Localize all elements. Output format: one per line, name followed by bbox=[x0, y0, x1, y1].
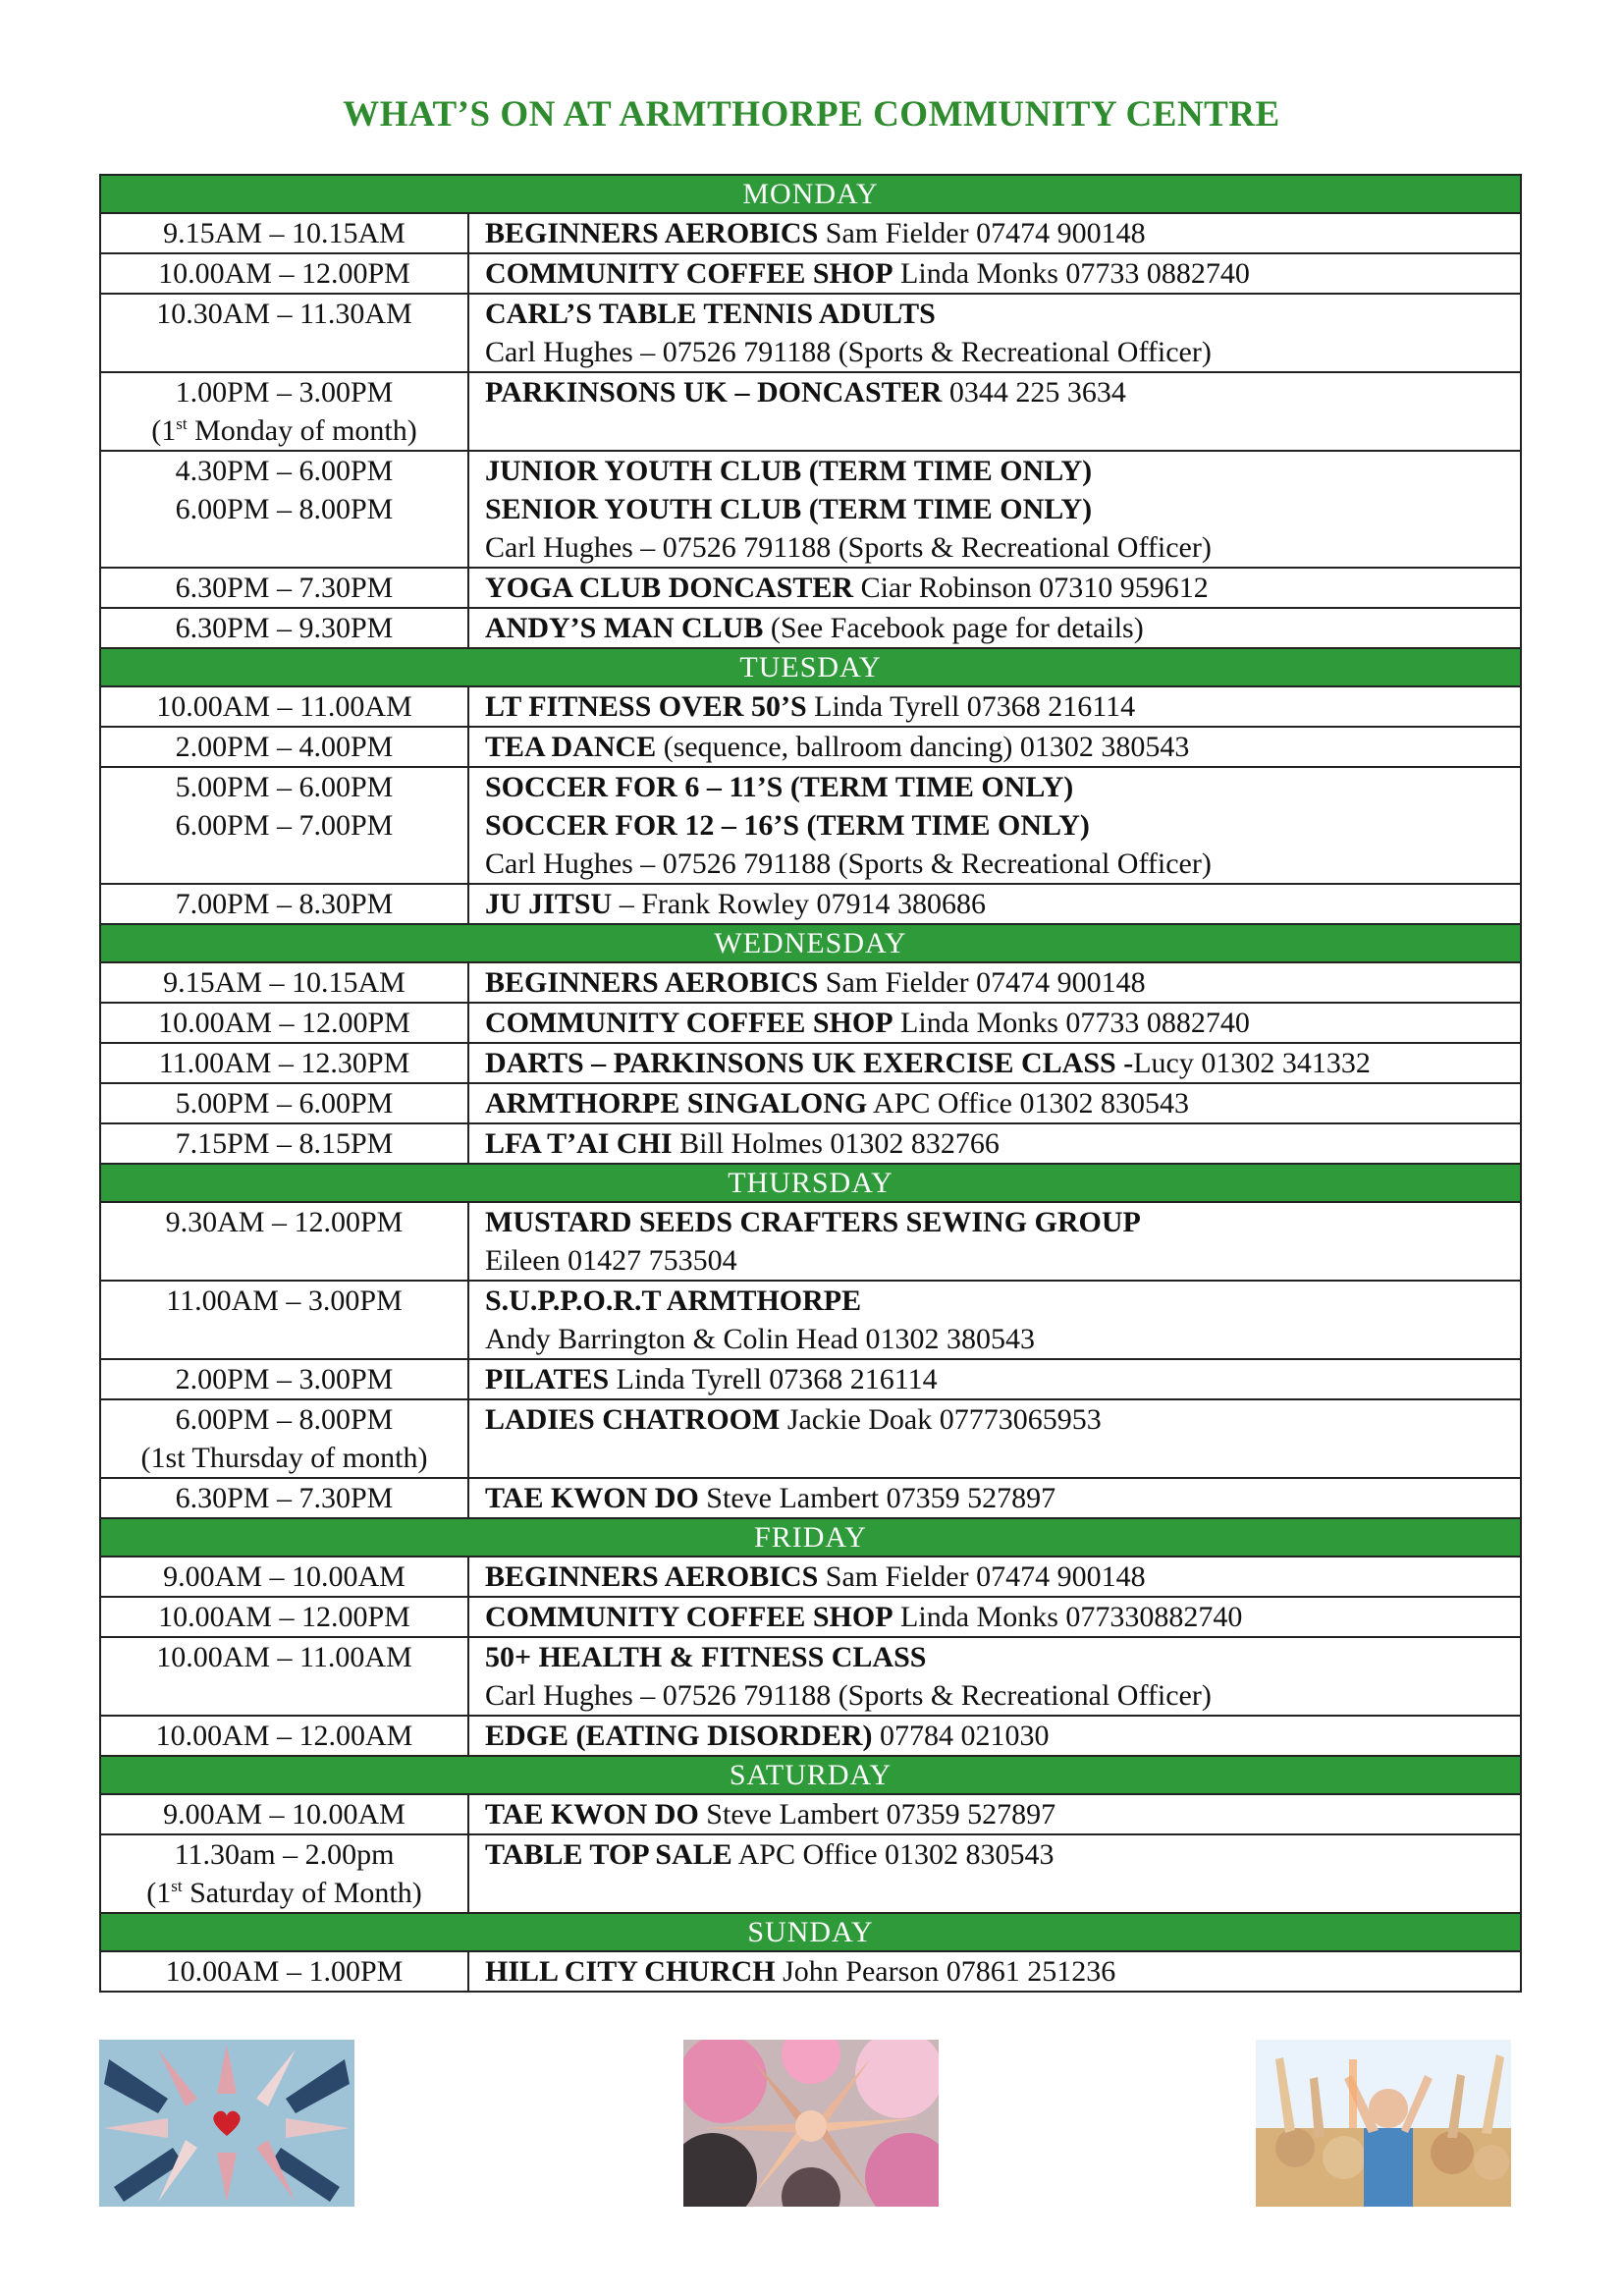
table-row bbox=[100, 1951, 1521, 1992]
activity-cell bbox=[468, 1951, 1521, 1992]
activity-cell bbox=[468, 451, 1521, 568]
table-row bbox=[100, 1123, 1521, 1164]
activity-name: TAE KWON DO bbox=[485, 1482, 699, 1514]
activity-cell bbox=[468, 1399, 1521, 1478]
time-cell: 9.00AM – 10.00AM bbox=[100, 1794, 468, 1834]
activity-contact: Carl Hughes – 07526 791188 (Sports & Recreational Officer) bbox=[485, 847, 1212, 880]
day-header-thursday: THURSDAY bbox=[100, 1164, 1521, 1202]
activity-contact: – Frank Rowley 07914 380686 bbox=[612, 888, 987, 920]
time-cell: 11.30am – 2.00pm (1st Saturday of Month) bbox=[100, 1834, 468, 1913]
activity-name: 50+ HEALTH & FITNESS CLASS bbox=[485, 1641, 927, 1673]
activity-cell bbox=[468, 767, 1521, 884]
activity-cell bbox=[468, 608, 1521, 648]
activity-cell bbox=[468, 1043, 1521, 1083]
activity-contact: Bill Holmes 01302 832766 bbox=[672, 1127, 1000, 1160]
table-row bbox=[100, 372, 1521, 451]
activity-cell bbox=[468, 294, 1521, 372]
activity-cell bbox=[468, 1003, 1521, 1043]
activity-cell bbox=[468, 253, 1521, 294]
time-cell: 10.30AM – 11.30AM bbox=[100, 294, 468, 372]
activity-cell bbox=[468, 213, 1521, 253]
activity-contact: Sam Fielder 07474 900148 bbox=[818, 217, 1146, 249]
table-row bbox=[100, 253, 1521, 294]
table-row bbox=[100, 1637, 1521, 1716]
activity-contact: Eileen 01427 753504 bbox=[485, 1244, 737, 1277]
activity-name: BEGINNERS AEROBICS bbox=[485, 966, 819, 999]
activity-name: S.U.P.P.O.R.T ARMTHORPE bbox=[485, 1285, 862, 1317]
activity-contact: Jackie Doak 07773065953 bbox=[780, 1403, 1102, 1436]
activity-name: CARL’S TABLE TENNIS ADULTS bbox=[485, 298, 936, 330]
table-row bbox=[100, 962, 1521, 1003]
table-row bbox=[100, 608, 1521, 648]
table-row bbox=[100, 884, 1521, 924]
activity-contact: 07784 021030 bbox=[872, 1720, 1050, 1752]
table-row bbox=[100, 1083, 1521, 1123]
time-cell: 4.30PM – 6.00PM 6.00PM – 8.00PM bbox=[100, 451, 468, 568]
time-cell: 7.15PM – 8.15PM bbox=[100, 1123, 468, 1164]
table-row bbox=[100, 1043, 1521, 1083]
activity-name: PARKINSONS UK – DONCASTER bbox=[485, 376, 943, 409]
activity-cell bbox=[468, 1637, 1521, 1716]
activity-contact: John Pearson 07861 251236 bbox=[775, 1955, 1116, 1988]
activity-contact: Carl Hughes – 07526 791188 (Sports & Recreational Officer) bbox=[485, 1679, 1212, 1712]
activity-name: COMMUNITY COFFEE SHOP bbox=[485, 257, 893, 290]
activity-contact: Sam Fielder 07474 900148 bbox=[818, 1560, 1146, 1593]
time-note: (1st Monday of month) bbox=[151, 414, 417, 447]
activity-name: SENIOR YOUTH CLUB (TERM TIME ONLY) bbox=[485, 493, 1093, 525]
time-cell: 5.00PM – 6.00PM bbox=[100, 1083, 468, 1123]
activity-name: TABLE TOP SALE bbox=[485, 1838, 732, 1871]
activity-contact: Andy Barrington & Colin Head 01302 380543 bbox=[485, 1323, 1035, 1355]
activity-cell bbox=[468, 1359, 1521, 1399]
activity-contact: Lucy 01302 341332 bbox=[1133, 1047, 1371, 1079]
activity-name: PILATES bbox=[485, 1363, 610, 1395]
table-row bbox=[100, 1478, 1521, 1518]
activity-name: MUSTARD SEEDS CRAFTERS SEWING GROUP bbox=[485, 1206, 1141, 1238]
time-cell: 1.00PM – 3.00PM (1st Monday of month) bbox=[100, 372, 468, 451]
activity-contact: (sequence, ballroom dancing) 01302 380543 bbox=[656, 731, 1190, 763]
activity-name: BEGINNERS AEROBICS bbox=[485, 217, 819, 249]
activity-cell bbox=[468, 962, 1521, 1003]
activity-contact: Linda Tyrell 07368 216114 bbox=[609, 1363, 938, 1395]
time-cell: 10.00AM – 1.00PM bbox=[100, 1951, 468, 1992]
time-cell: 6.30PM – 7.30PM bbox=[100, 568, 468, 608]
activity-name: COMMUNITY COFFEE SHOP bbox=[485, 1007, 893, 1039]
table-row bbox=[100, 686, 1521, 727]
photo-strip bbox=[0, 2040, 1623, 2207]
time-cell: 11.00AM – 3.00PM bbox=[100, 1281, 468, 1359]
activity-contact: Sam Fielder 07474 900148 bbox=[818, 966, 1146, 999]
time-note: (1st Saturday of Month) bbox=[146, 1877, 422, 1909]
day-header-monday: MONDAY bbox=[100, 175, 1521, 213]
activity-cell bbox=[468, 372, 1521, 451]
table-row bbox=[100, 568, 1521, 608]
table-row bbox=[100, 1281, 1521, 1359]
table-row bbox=[100, 1399, 1521, 1478]
activity-name: COMMUNITY COFFEE SHOP bbox=[485, 1601, 893, 1633]
day-header-wednesday: WEDNESDAY bbox=[100, 924, 1521, 962]
time-cell: 2.00PM – 3.00PM bbox=[100, 1359, 468, 1399]
activity-name: LT FITNESS OVER 50’S bbox=[485, 690, 807, 723]
activity-contact: Carl Hughes – 07526 791188 (Sports & Recreational Officer) bbox=[485, 531, 1212, 564]
time-cell: 6.30PM – 9.30PM bbox=[100, 608, 468, 648]
hands-heart-photo bbox=[99, 2040, 354, 2207]
table-row bbox=[100, 1359, 1521, 1399]
activity-contact: APC Office 01302 830543 bbox=[867, 1087, 1189, 1120]
activity-cell bbox=[468, 1202, 1521, 1281]
activity-name: SOCCER FOR 12 – 16’S (TERM TIME ONLY) bbox=[485, 809, 1090, 842]
activity-name: LADIES CHATROOM bbox=[485, 1403, 781, 1436]
activity-contact: Steve Lambert 07359 527897 bbox=[698, 1798, 1056, 1831]
table-row bbox=[100, 1557, 1521, 1597]
table-row bbox=[100, 1716, 1521, 1756]
activity-name: TEA DANCE bbox=[485, 731, 657, 763]
activity-cell bbox=[468, 1716, 1521, 1756]
activity-name: SOCCER FOR 6 – 11’S (TERM TIME ONLY) bbox=[485, 771, 1074, 803]
activity-cell bbox=[468, 686, 1521, 727]
table-row bbox=[100, 1597, 1521, 1637]
page-title: WHAT’S ON AT ARMTHORPE COMMUNITY CENTRE bbox=[343, 94, 1280, 135]
time-cell: 6.30PM – 7.30PM bbox=[100, 1478, 468, 1518]
team-hands-photo bbox=[683, 2040, 939, 2207]
activity-contact: APC Office 01302 830543 bbox=[731, 1838, 1055, 1871]
day-header-friday: FRIDAY bbox=[100, 1518, 1521, 1557]
table-row bbox=[100, 767, 1521, 884]
activity-name: YOGA CLUB DONCASTER bbox=[485, 572, 854, 604]
activity-name: ANDY’S MAN CLUB bbox=[485, 612, 764, 644]
activity-cell bbox=[468, 1834, 1521, 1913]
activity-name: ARMTHORPE SINGALONG bbox=[485, 1087, 868, 1120]
table-row bbox=[100, 294, 1521, 372]
time-cell: 10.00AM – 12.00AM bbox=[100, 1716, 468, 1756]
activity-cell bbox=[468, 1597, 1521, 1637]
activity-cell bbox=[468, 1794, 1521, 1834]
activity-name: JU JITSU bbox=[485, 888, 613, 920]
table-row bbox=[100, 727, 1521, 767]
activity-cell bbox=[468, 727, 1521, 767]
schedule-table bbox=[99, 174, 1522, 1993]
day-header-sunday: SUNDAY bbox=[100, 1913, 1521, 1951]
activity-contact: Linda Tyrell 07368 216114 bbox=[806, 690, 1136, 723]
activity-name: DARTS – PARKINSONS UK EXERCISE CLASS - bbox=[485, 1047, 1134, 1079]
time-cell: 9.15AM – 10.15AM bbox=[100, 962, 468, 1003]
time-cell: 11.00AM – 12.30PM bbox=[100, 1043, 468, 1083]
day-header-tuesday: TUESDAY bbox=[100, 648, 1521, 686]
day-header-saturday: SATURDAY bbox=[100, 1756, 1521, 1794]
table-row bbox=[100, 451, 1521, 568]
activity-contact: Linda Monks 07733 0882740 bbox=[893, 1007, 1250, 1039]
activity-cell bbox=[468, 568, 1521, 608]
time-cell: 9.00AM – 10.00AM bbox=[100, 1557, 468, 1597]
activity-contact: Ciar Robinson 07310 959612 bbox=[853, 572, 1209, 604]
activity-name: HILL CITY CHURCH bbox=[485, 1955, 776, 1988]
activity-contact: 0344 225 3634 bbox=[942, 376, 1126, 409]
activity-cell bbox=[468, 1478, 1521, 1518]
activity-contact: Linda Monks 07733 0882740 bbox=[893, 257, 1250, 290]
activity-name: BEGINNERS AEROBICS bbox=[485, 1560, 819, 1593]
table-row bbox=[100, 1003, 1521, 1043]
time-note: (1st Thursday of month) bbox=[140, 1442, 428, 1474]
table-row bbox=[100, 213, 1521, 253]
activity-contact: Steve Lambert 07359 527897 bbox=[698, 1482, 1056, 1514]
activity-cell bbox=[468, 1083, 1521, 1123]
table-row bbox=[100, 1794, 1521, 1834]
activity-name: JUNIOR YOUTH CLUB (TERM TIME ONLY) bbox=[485, 455, 1093, 487]
time-cell: 10.00AM – 11.00AM bbox=[100, 1637, 468, 1716]
activity-contact: Carl Hughes – 07526 791188 (Sports & Recreational Officer) bbox=[485, 336, 1212, 368]
activity-name: TAE KWON DO bbox=[485, 1798, 699, 1831]
time-cell: 10.00AM – 12.00PM bbox=[100, 1597, 468, 1637]
time-cell: 10.00AM – 12.00PM bbox=[100, 253, 468, 294]
time-cell: 7.00PM – 8.30PM bbox=[100, 884, 468, 924]
activity-name: EDGE (EATING DISORDER) bbox=[485, 1720, 873, 1752]
table-row bbox=[100, 1834, 1521, 1913]
time-cell: 9.30AM – 12.00PM bbox=[100, 1202, 468, 1281]
table-row bbox=[100, 1202, 1521, 1281]
time-cell: 10.00AM – 12.00PM bbox=[100, 1003, 468, 1043]
activity-name: LFA T’AI CHI bbox=[485, 1127, 673, 1160]
activity-contact: Linda Monks 077330882740 bbox=[893, 1601, 1243, 1633]
activity-cell bbox=[468, 1281, 1521, 1359]
activity-cell bbox=[468, 884, 1521, 924]
activity-cell bbox=[468, 1557, 1521, 1597]
time-cell: 10.00AM – 11.00AM bbox=[100, 686, 468, 727]
time-cell: 2.00PM – 4.00PM bbox=[100, 727, 468, 767]
time-cell: 5.00PM – 6.00PM 6.00PM – 7.00PM bbox=[100, 767, 468, 884]
time-cell: 9.15AM – 10.15AM bbox=[100, 213, 468, 253]
activity-cell bbox=[468, 1123, 1521, 1164]
time-cell: 6.00PM – 8.00PM (1st Thursday of month) bbox=[100, 1399, 468, 1478]
crowd-celebration-photo bbox=[1256, 2040, 1511, 2207]
activity-contact: (See Facebook page for details) bbox=[763, 612, 1144, 644]
